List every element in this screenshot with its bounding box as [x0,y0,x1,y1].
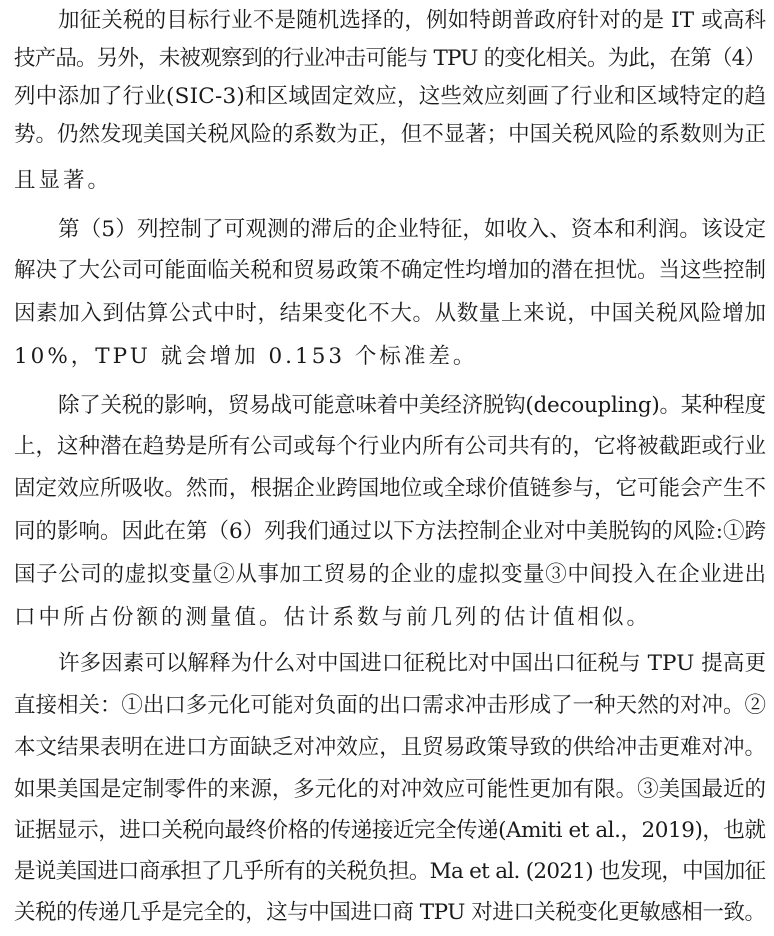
paragraph-4-line-5 [0,812,774,850]
paragraph-1-line-4 [0,116,774,154]
text-line: 第（5）列控制了可观测的滞后的企业特征，如收入、资本和利润。该设定 [58,217,767,242]
text-line: 直接相关：①出口多元化可能对负面的出口需求冲击形成了一种天然的对冲。② [14,693,766,718]
paragraph-3-line-2 [0,428,774,466]
paragraph-1-line-5 [0,162,774,200]
text-line: 证据显示，进口关税向最终价格的传递接近完全传递(Amiti et al.，2019)，也就 [14,818,766,843]
text-line: 固定效应所吸收。然而，根据企业跨国地位或全球价值链参与，它可能会产生不 [14,476,766,501]
text-line: 上，这种潜在趋势是所有公司或每个行业内所有公司共有的，它将被截距或行业 [14,434,766,459]
paragraph-1-line-1 [0,2,774,40]
text-line: 且显著。 [14,168,113,193]
paragraph-3-line-4 [0,513,774,551]
text-line: 是说美国进口商承担了几乎所有的关税负担。Ma et al. (2021) 也发现，中国加征 [14,859,766,884]
paragraph-3-line-5 [0,556,774,594]
paragraph-3-line-3 [0,470,774,508]
paragraph-2-line-4 [0,338,774,376]
text-line: 除了关税的影响，贸易战可能意味着中美经济脱钩(decoupling)。某种程度 [58,393,766,418]
text-line: 列中添加了行业(SIC-3)和区域固定效应，这些效应刻画了行业和区域特定的趋 [14,84,767,109]
text-line: 同的影响。因此在第（6）列我们通过以下方法控制企业对中美脱钩的风险:①跨 [14,519,766,544]
text-line: 如果美国是定制零件的来源，多元化的对冲效应可能性更加有限。③美国最近的 [14,777,766,802]
paragraph-2-line-1 [0,211,774,249]
paragraph-4-line-7 [0,894,774,932]
paragraph-3-line-6 [0,599,774,637]
paragraph-4-line-2 [0,687,774,725]
text-line: 因素加入到估算公式中时，结果变化不大。从数量上来说，中国关税风险增加 [14,301,767,326]
text-line: 势。仍然发现美国关税风险的系数为正，但不显著；中国关税风险的系数则为正 [14,122,766,147]
paragraph-1-line-3 [0,78,774,116]
text-line: 加征关税的目标行业不是随机选择的，例如特朗普政府针对的是 IT 或高科 [58,8,767,33]
paragraph-2-line-3 [0,295,774,333]
text-line: 10%，TPU 就会增加 0.153 个标准差。 [14,344,478,369]
text-line: 本文结果表明在进口方面缺乏对冲效应，且贸易政策导致的供给冲击更难对冲。 [14,735,766,760]
text-line: 技产品。另外，未被观察到的行业冲击可能与 TPU 的变化相关。为此，在第（4） [14,46,766,71]
text-line: 口中所占份额的测量值。估计系数与前几列的估计值相似。 [14,605,652,630]
text-line: 解决了大公司可能面临关税和贸易政策不确定性均增加的潜在担忧。当这些控制 [14,258,766,283]
text-line: 国子公司的虚拟变量②从事加工贸易的企业的虚拟变量③中间投入在企业进出 [14,562,767,587]
paragraph-4-line-6 [0,853,774,891]
paragraph-3-line-1 [0,387,774,425]
paragraph-4-line-4 [0,771,774,809]
text-line: 关税的传递几乎是完全的，这与中国进口商 TPU 对进口关税变化更敏感相一致。 [14,900,766,925]
paragraph-4-line-3 [0,729,774,767]
text-line: 许多因素可以解释为什么对中国进口征税比对中国出口征税与 TPU 提高更 [58,651,767,676]
paragraph-4-line-1 [0,645,774,683]
paragraph-1-line-2 [0,40,774,78]
paragraph-2-line-2 [0,252,774,290]
